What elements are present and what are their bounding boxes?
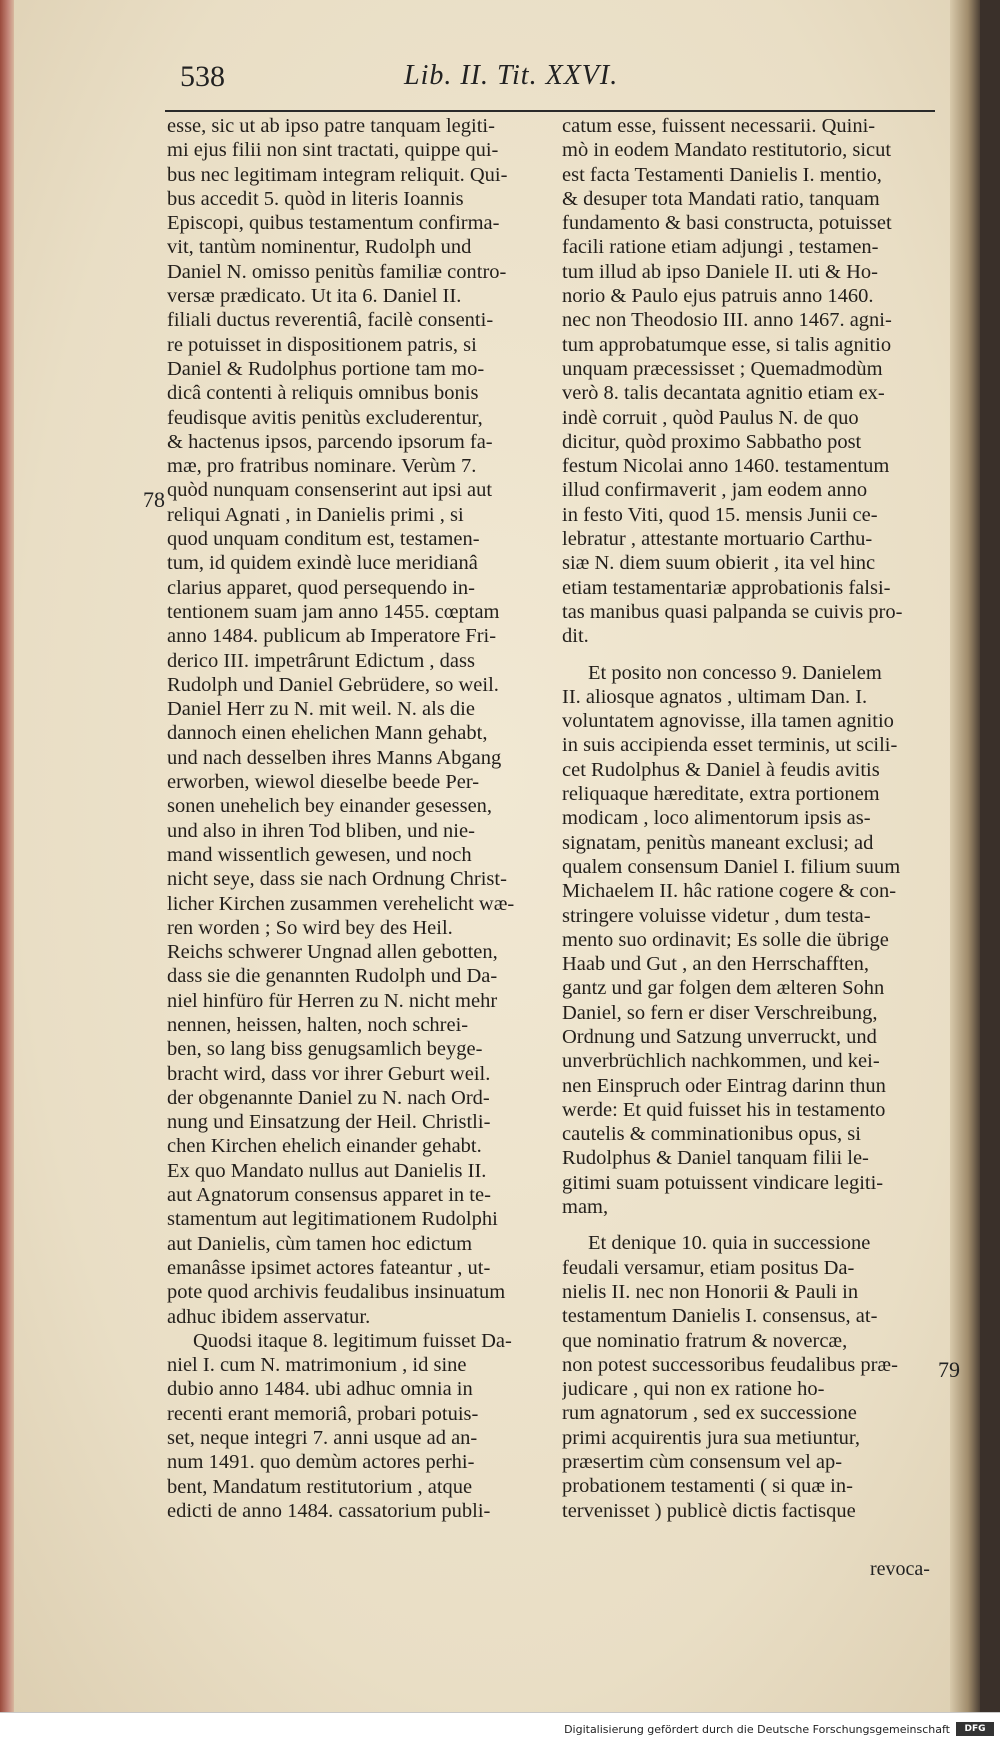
- text-line: Daniel N. omisso penitùs familiæ contro-: [167, 260, 507, 283]
- text-line: filiali ductus reverentiâ, facilè consenti-: [167, 309, 494, 332]
- text-line: mò in eodem Mandato restitutorio, sicut: [562, 139, 892, 162]
- text-line: werde: Et quid fuisset his in testamento: [562, 1098, 886, 1121]
- running-title: Lib. II. Tit. XXVI.: [404, 60, 619, 91]
- text-line: dubio anno 1484. ubi adhuc omnia in: [167, 1378, 473, 1401]
- text-line: nung und Einsatzung der Heil. Christli-: [167, 1111, 491, 1134]
- text-line: dannoch einen ehelichen Mann gehabt,: [167, 722, 488, 745]
- text-line: indè corruit , quòd Paulus N. de quo: [562, 406, 859, 429]
- text-line: in suis accipienda esset terminis, ut scili-: [562, 734, 898, 757]
- text-line: sonen unehelich bey einander gesessen,: [167, 795, 493, 818]
- text-line: aut Danielis, cùm tamen hoc edictum: [167, 1232, 473, 1255]
- text-line: Quodsi itaque 8. legitimum fuisset Da-: [193, 1329, 512, 1352]
- text-line: mento suo ordinavit; Es solle die übrige: [562, 928, 889, 951]
- text-line: Et denique 10. quia in successione: [588, 1232, 871, 1255]
- text-line: verò 8. talis decantata agnitio etiam ex-: [562, 382, 885, 405]
- digitization-note: Digitalisierung gefördert durch die Deutsche Forschungsgemeinschaft: [564, 1723, 950, 1736]
- text-line: cautelis & comminationibus opus, si: [562, 1123, 861, 1146]
- text-line: lebratur , attestante mortuario Carthu-: [562, 528, 873, 551]
- dfg-logo: DFG: [956, 1722, 994, 1736]
- text-line: Haab und Gut , an den Herrschafften,: [562, 953, 870, 976]
- text-line: dit.: [562, 625, 589, 648]
- text-line: primi acquirentis jura sua metiuntur,: [562, 1426, 861, 1449]
- text-line: bent, Mandatum restitutorium , atque: [167, 1475, 473, 1498]
- text-line: nennen, heissen, halten, noch schrei-: [167, 1013, 469, 1036]
- text-line: mi ejus filii non sint tractati, quippe qui-: [167, 139, 499, 162]
- text-line: num 1491. quo demùm actores perhi-: [167, 1451, 475, 1474]
- text-line: mam,: [562, 1196, 609, 1219]
- text-line: tas manibus quasi palpanda se cuivis pro-: [562, 600, 903, 623]
- text-line: bus accedit 5. quòd in literis Ioannis: [167, 187, 464, 210]
- text-line: tentionem suam jam anno 1455. cœptam: [167, 600, 500, 623]
- text-line: bus nec legitimam integram reliquit. Qui-: [167, 163, 508, 186]
- text-line: judicare , qui non ex ratione ho-: [562, 1378, 825, 1401]
- text-line: qualem consensum Daniel I. filium suum: [562, 855, 901, 878]
- text-line: que nominatio fratrum & novercæ,: [562, 1329, 848, 1352]
- text-line: nielis II. nec non Honorii & Pauli in: [562, 1280, 859, 1303]
- text-line: feudisque avitis penitùs excluderentur,: [167, 406, 483, 429]
- text-line: festum Nicolai anno 1460. testamentum: [562, 455, 890, 478]
- text-line: Et posito non concesso 9. Danielem: [588, 661, 882, 684]
- text-line: illud confirmaverit , jam eodem anno: [562, 479, 868, 502]
- text-line: reliqui Agnati , in Danielis primi , si: [167, 503, 464, 526]
- text-line: in festo Viti, quod 15. mensis Junii ce-: [562, 503, 878, 526]
- text-line: nec non Theodosio III. anno 1467. agni-: [562, 309, 892, 332]
- text-line: modicam , loco alimentorum ipsis as-: [562, 807, 871, 830]
- text-line: siæ N. diem suum obierit , ita vel hinc: [562, 552, 876, 575]
- text-line: anno 1484. publicum ab Imperatore Fri-: [167, 625, 497, 648]
- text-line: esse, sic ut ab ipso patre tanquam legiti-: [167, 115, 495, 137]
- text-line: re potuisset in dispositionem patris, si: [167, 333, 477, 356]
- text-line: dicâ contenti à reliquis omnibus bonis: [167, 382, 479, 405]
- text-line: cet Rudolphus & Daniel à feudis avitis: [562, 758, 880, 781]
- text-line: Daniel & Rudolphus portione tam mo-: [167, 357, 485, 380]
- text-line: adhuc ibidem asservatur.: [167, 1305, 371, 1328]
- text-line: dicitur, quòd proximo Sabbatho post: [562, 430, 862, 453]
- text-line: aut Agnatorum consensus apparet in te-: [167, 1184, 491, 1207]
- text-line: Daniel Herr zu N. mit weil. N. als die: [167, 698, 475, 721]
- text-line: emanâsse ipsimet actores fateantur , ut-: [167, 1256, 491, 1279]
- margin-number-right: 79: [938, 1357, 960, 1382]
- page-edge: [0, 0, 14, 1746]
- text-line: II. aliosque agnatos , ultimam Dan. I.: [562, 685, 868, 708]
- text-line: stringere voluisse videtur , dum testa-: [562, 904, 871, 927]
- paragraph-gap: [562, 649, 935, 661]
- text-line: und nach desselben ihres Manns Abgang: [167, 746, 502, 769]
- text-line: nicht seye, dass sie nach Ordnung Christ-: [167, 868, 507, 891]
- text-line: Rudolphus & Daniel tanquam filii le-: [562, 1147, 869, 1170]
- text-line: edicti de anno 1484. cassatorium publi-: [167, 1499, 491, 1522]
- text-line: Rudolph und Daniel Gebrüdere, so weil.: [167, 673, 499, 696]
- text-line: signatam, penitùs maneant exclusi; ad: [562, 831, 874, 854]
- text-line: norio & Paulo ejus patruis anno 1460.: [562, 285, 874, 308]
- text-line: chen Kirchen ehelich einander gehabt.: [167, 1135, 482, 1158]
- text-line: tum illud ab ipso Daniele II. uti & Ho-: [562, 260, 878, 283]
- text-line: gantz und gar folgen dem ælteren Sohn: [562, 977, 885, 1000]
- text-line: non potest successoribus feudalibus præ-: [562, 1353, 898, 1376]
- text-line: set, neque integri 7. anni usque ad an-: [167, 1427, 478, 1450]
- margin-number-left: 78: [143, 487, 165, 512]
- text-line: quod unquam conditum est, testamen-: [167, 528, 480, 551]
- text-line: vit, tantùm nominentur, Rudolph und: [167, 236, 472, 259]
- text-line: unverbrüchlich nachkommen, und kei-: [562, 1050, 880, 1073]
- text-line: & hactenus ipsos, parcendo ipsorum fa-: [167, 430, 493, 453]
- text-line: pote quod archivis feudalibus insinuatum: [167, 1281, 506, 1304]
- text-line: unquam præcessisset ; Quemadmodùm: [562, 357, 883, 380]
- text-line: und also in ihren Tod bliben, und nie-: [167, 819, 475, 842]
- text-line: niel hinfüro für Herren zu N. nicht mehr: [167, 989, 498, 1012]
- text-line: facili ratione etiam adjungi , testamen-: [562, 236, 879, 259]
- text-line: licher Kirchen zusammen verehelicht wæ-: [167, 892, 515, 915]
- text-line: gitimi suam potuissent vindicare legiti-: [562, 1171, 884, 1194]
- text-line: fundamento & basi constructa, potuisset: [562, 212, 892, 235]
- text-line: Episcopi, quibus testamentum confirma-: [167, 212, 500, 235]
- text-line: recenti erant memoriâ, probari potuis-: [167, 1402, 479, 1425]
- text-line: Michaelem II. hâc ratione cogere & con-: [562, 880, 897, 903]
- text-line: Daniel, so fern er diser Verschreibung,: [562, 1001, 878, 1024]
- paragraph-gap: [562, 1219, 935, 1231]
- text-line: tum approbatumque esse, si talis agnitio: [562, 333, 892, 356]
- text-line: catum esse, fuissent necessarii. Quini-: [562, 115, 876, 137]
- text-line: Reichs schwerer Ungnad allen gebotten,: [167, 941, 498, 964]
- page-gutter: [950, 0, 980, 1712]
- text-line: nen Einspruch oder Eintrag darinn thun: [562, 1074, 886, 1097]
- text-line: & desuper tota Mandati ratio, tanquam: [562, 187, 880, 210]
- text-line: tum, id quidem exindè luce meridianâ: [167, 552, 478, 575]
- text-line: dass sie die genannten Rudolph und Da-: [167, 965, 498, 988]
- text-line: Ex quo Mandato nullus aut Danielis II.: [167, 1159, 487, 1182]
- text-line: erworben, wiewol dieselbe beede Per-: [167, 771, 480, 794]
- text-line: ren worden ; So wird bey des Heil.: [167, 916, 453, 939]
- text-line: clarius apparet, quod persequendo in-: [167, 576, 475, 599]
- text-line: ben, so lang biss genugsamlich beyge-: [167, 1038, 483, 1061]
- right-text-column: [562, 114, 935, 1523]
- text-line: stamentum aut legitimationem Rudolphi: [167, 1208, 498, 1231]
- left-text-column: [167, 114, 547, 1523]
- text-line: bracht wird, dass vor ihrer Geburt weil.: [167, 1062, 491, 1085]
- page-number: 538: [180, 60, 225, 93]
- text-line: est facta Testamenti Danielis I. mentio,: [562, 163, 882, 186]
- text-line: rum agnatorum , sed ex successione: [562, 1402, 857, 1425]
- catchword: revoca-: [870, 1558, 930, 1580]
- text-line: probationem testamenti ( si quæ in-: [562, 1475, 853, 1498]
- text-line: reliquaque hæreditate, extra portionem: [562, 783, 880, 806]
- text-line: voluntatem agnovisse, illa tamen agnitio: [562, 710, 894, 733]
- text-line: niel I. cum N. matrimonium , id sine: [167, 1354, 467, 1377]
- text-line: versæ prædicato. Ut ita 6. Daniel II.: [167, 285, 462, 308]
- text-line: præsertim cùm consensum vel ap-: [562, 1451, 843, 1474]
- text-line: derico III. impetrârunt Edictum , dass: [167, 649, 475, 672]
- text-line: tervenisset ) publicè dictis factisque: [562, 1499, 856, 1522]
- header-rule: [165, 110, 935, 112]
- text-line: mæ, pro fratribus nominare. Verùm 7.: [167, 455, 477, 478]
- text-line: feudali versamur, etiam positus Da-: [562, 1256, 855, 1279]
- text-line: quòd nunquam consenserint aut ipsi aut: [167, 479, 493, 502]
- text-line: etiam testamentariæ approbationis falsi-: [562, 576, 891, 599]
- text-line: Ordnung und Satzung unverruckt, und: [562, 1025, 877, 1048]
- text-line: mand wissentlich gewesen, und noch: [167, 843, 472, 866]
- text-line: testamentum Danielis I. consensus, at-: [562, 1305, 878, 1328]
- text-line: der obgenannte Daniel zu N. nach Ord-: [167, 1086, 490, 1109]
